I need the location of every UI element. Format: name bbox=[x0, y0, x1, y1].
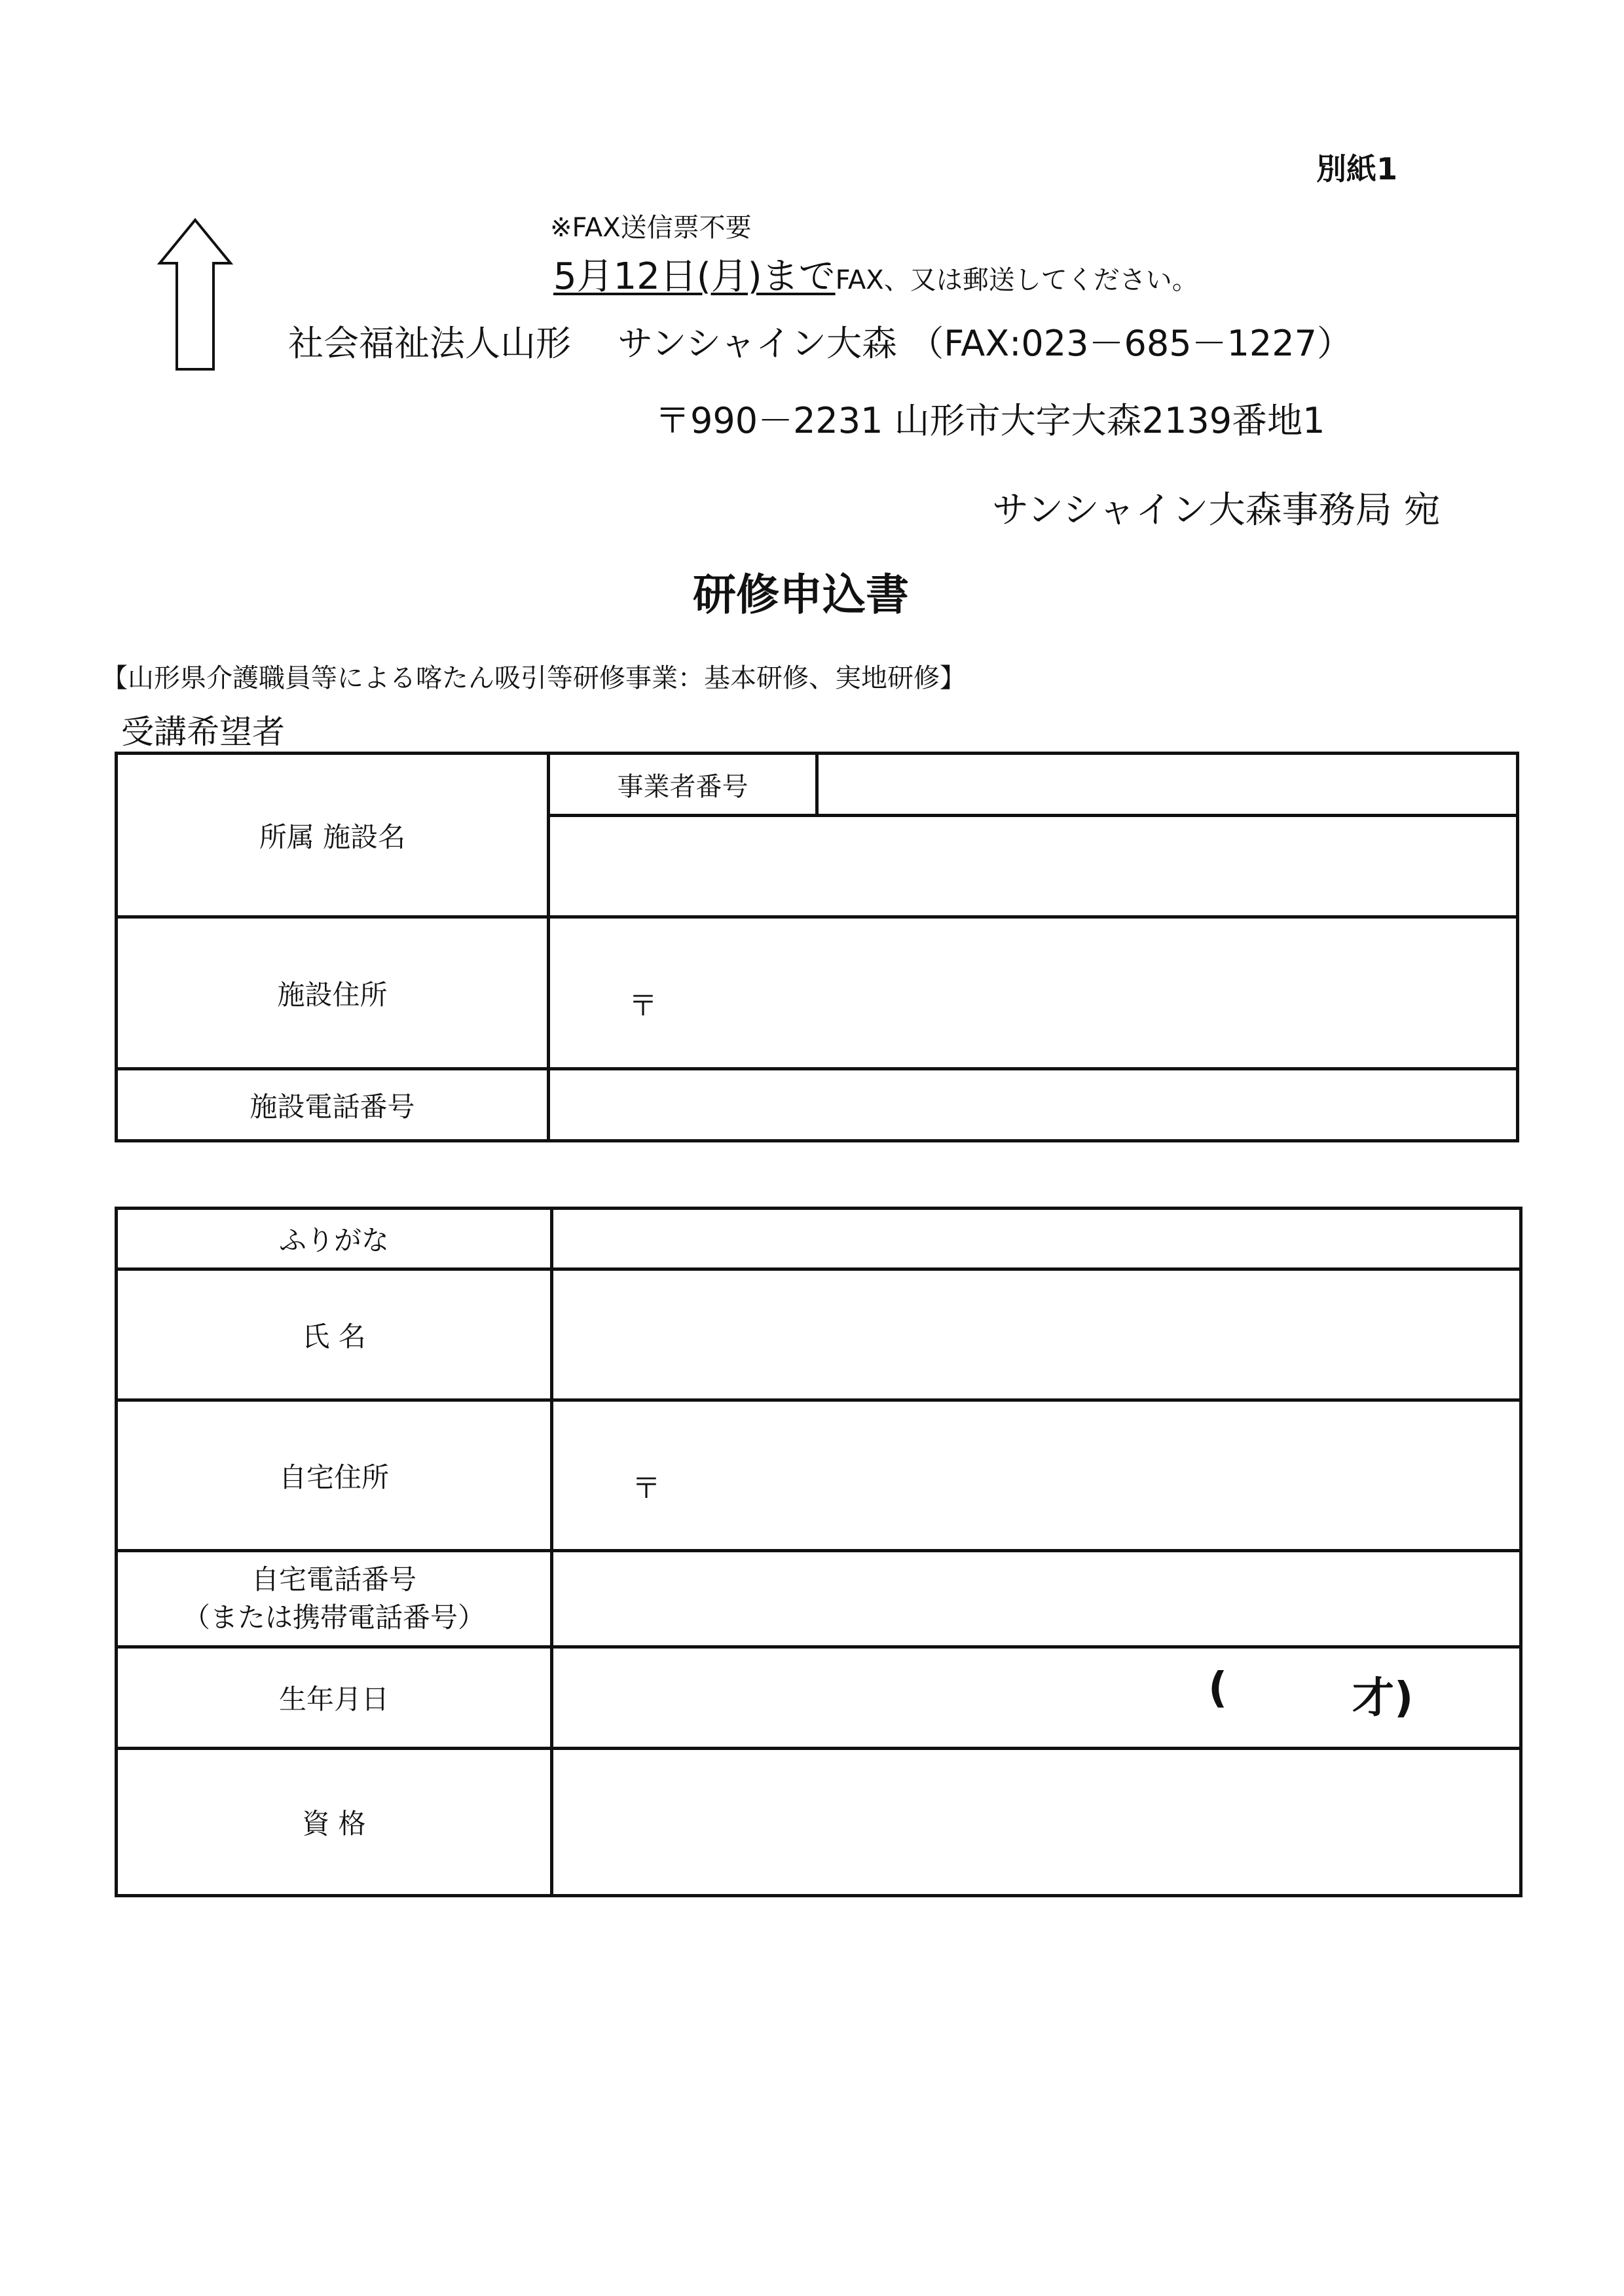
furigana-field[interactable] bbox=[552, 1209, 1521, 1269]
business-number-label: 事業者番号 bbox=[549, 754, 817, 816]
home-phone-field[interactable] bbox=[552, 1551, 1521, 1647]
postal-mark: 〒 bbox=[632, 1471, 661, 1505]
home-phone-label: 自宅電話番号 bbox=[251, 1563, 416, 1595]
home-phone-sublabel: （または携帯電話番号） bbox=[182, 1601, 485, 1633]
birthdate-label: 生年月日 bbox=[117, 1647, 552, 1749]
attachment-label: 別紙1 bbox=[1316, 151, 1398, 187]
facility-table bbox=[115, 752, 1519, 1142]
age-unit: 才) bbox=[1352, 1674, 1414, 1722]
up-arrow-icon bbox=[156, 216, 234, 373]
deadline-suffix: FAX、又は郵送してください。 bbox=[835, 265, 1198, 295]
age-open-paren: ( bbox=[1208, 1664, 1228, 1713]
recipient: サンシャイン大森事務局 宛 bbox=[992, 489, 1441, 532]
furigana-label: ふりがな bbox=[117, 1209, 552, 1269]
facility-phone-field[interactable] bbox=[549, 1069, 1518, 1141]
business-number-field[interactable] bbox=[817, 754, 1518, 816]
facility-address-label: 施設住所 bbox=[117, 917, 549, 1069]
home-phone-label-cell bbox=[117, 1551, 552, 1647]
deadline: 5月12日(月)まで bbox=[553, 255, 836, 298]
facility-phone-label: 施設電話番号 bbox=[117, 1069, 549, 1141]
affiliation-label: 所属 施設名 bbox=[117, 754, 549, 917]
qualification-field[interactable] bbox=[552, 1749, 1521, 1896]
home-address-label: 自宅住所 bbox=[117, 1400, 552, 1551]
facility-name-field[interactable] bbox=[549, 816, 1518, 917]
subtitle: 【山形県介護職員等による喀たん吸引等研修事業：基本研修、実地研修】 bbox=[101, 663, 966, 693]
page-title: 研修申込書 bbox=[693, 570, 909, 620]
qualification-label: 資 格 bbox=[117, 1749, 552, 1896]
fax-note: ※FAX送信票不要 bbox=[550, 213, 752, 243]
name-label: 氏 名 bbox=[117, 1269, 552, 1400]
name-field[interactable] bbox=[552, 1269, 1521, 1400]
home-address-field[interactable] bbox=[552, 1400, 1521, 1551]
deadline-line bbox=[553, 247, 1198, 300]
personal-table bbox=[115, 1207, 1522, 1897]
facility-address-field[interactable] bbox=[549, 917, 1518, 1069]
birthdate-field[interactable] bbox=[552, 1647, 1521, 1749]
postal-mark: 〒 bbox=[629, 989, 657, 1023]
address-line: 〒990－2231 山形市大字大森2139番地1 bbox=[655, 400, 1325, 441]
applicant-label: 受講希望者 bbox=[121, 713, 285, 751]
organization-line: 社会福祉法人山形 サンシャイン大森 （FAX:023－685－1227） bbox=[288, 323, 1352, 364]
